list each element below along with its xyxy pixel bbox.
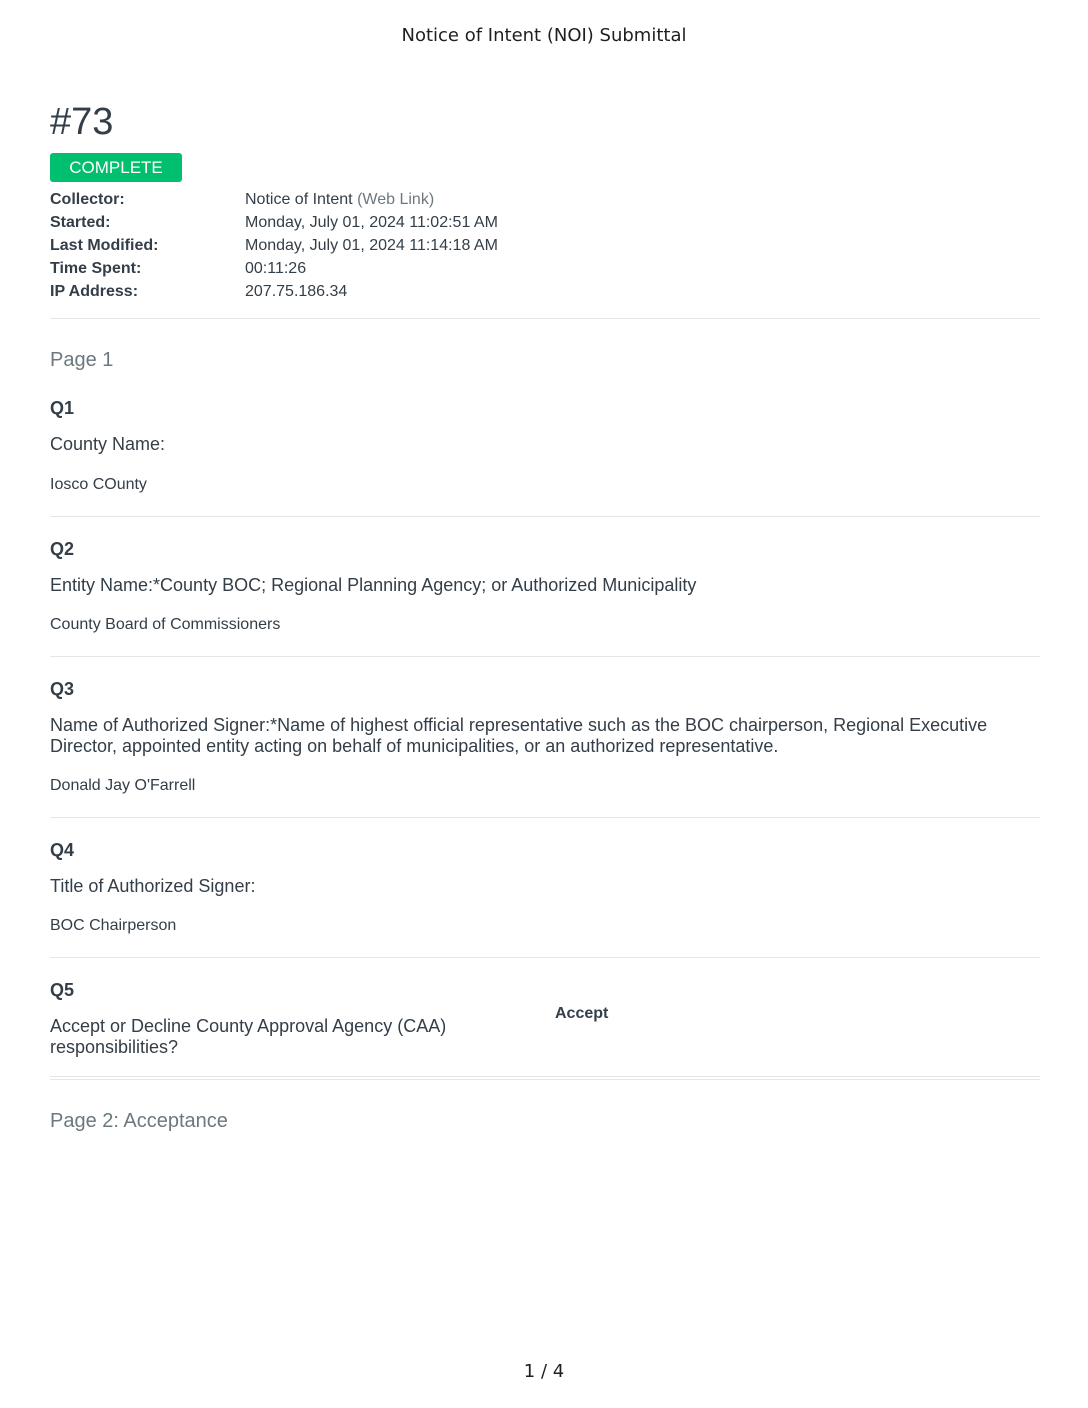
question-answer: Iosco COunty xyxy=(50,476,147,493)
question-q2 xyxy=(50,539,1040,634)
meta-label: IP Address: xyxy=(50,283,139,300)
meta-value: 207.75.186.34 xyxy=(245,283,348,300)
page-1-title: Page 1 xyxy=(50,349,114,371)
meta-row-time-spent xyxy=(50,259,1040,282)
meta-row-started xyxy=(50,213,1040,236)
question-text: Name of Authorized Signer:*Name of highest official representative such as the BOC chairperson, Regional Executive Director, appointed entity acting on behalf of municipalities, or an authorized representative. xyxy=(50,715,988,756)
meta-label: Last Modified: xyxy=(50,237,159,254)
question-number: Q5 xyxy=(50,980,75,1000)
question-answer: County Board of Commissioners xyxy=(50,616,281,633)
response-number: #73 xyxy=(50,101,114,143)
meta-value xyxy=(245,190,434,213)
page-indicator: 1 / 4 xyxy=(523,1361,565,1382)
question-q5 xyxy=(50,980,1040,1058)
meta-row-ip-address xyxy=(50,282,1040,305)
page-2-title: Page 2: Acceptance xyxy=(50,1110,228,1132)
question-q3 xyxy=(50,679,1040,795)
meta-label: Time Spent: xyxy=(50,260,142,277)
divider xyxy=(50,817,1040,818)
question-number: Q4 xyxy=(50,840,75,860)
meta-value: Monday, July 01, 2024 11:02:51 AM xyxy=(245,214,498,231)
question-q1 xyxy=(50,398,1040,494)
question-text: Entity Name:*County BOC; Regional Planning Agency; or Authorized Municipality xyxy=(50,575,697,595)
question-number: Q1 xyxy=(50,398,75,418)
meta-value: 00:11:26 xyxy=(245,260,307,277)
response-metadata xyxy=(50,190,1040,305)
question-number: Q2 xyxy=(50,539,75,559)
divider xyxy=(50,516,1040,517)
question-answer: Accept xyxy=(555,1005,609,1022)
question-text: Title of Authorized Signer: xyxy=(50,876,256,896)
meta-label: Started: xyxy=(50,214,111,231)
meta-row-last-modified xyxy=(50,236,1040,259)
question-text: Accept or Decline County Approval Agency (CAA) responsibilities? xyxy=(50,1016,447,1057)
question-number: Q3 xyxy=(50,679,75,699)
response-content xyxy=(50,100,1040,1133)
document-header-title: Notice of Intent (NOI) Submittal xyxy=(401,25,687,46)
divider xyxy=(50,656,1040,657)
divider xyxy=(50,318,1040,319)
meta-value: Monday, July 01, 2024 11:14:18 AM xyxy=(245,237,498,254)
status-badge: COMPLETE xyxy=(50,153,182,182)
collector-type: (Web Link) xyxy=(357,191,435,208)
question-text: County Name: xyxy=(50,434,166,454)
question-q4 xyxy=(50,840,1040,935)
meta-row-collector xyxy=(50,190,1040,213)
collector-name: Notice of Intent xyxy=(245,191,353,208)
question-answer: Donald Jay O'Farrell xyxy=(50,777,196,794)
meta-label: Collector: xyxy=(50,191,125,208)
page-divider xyxy=(50,1076,1040,1080)
divider xyxy=(50,957,1040,958)
question-answer: BOC Chairperson xyxy=(50,917,177,934)
